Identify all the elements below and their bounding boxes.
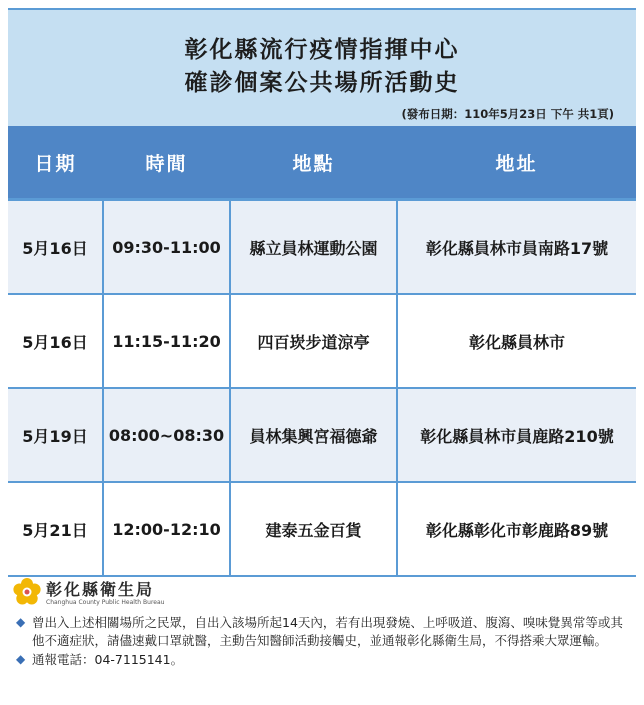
cell-time: 12:00-12:10 [103,482,230,576]
table-row [8,482,636,576]
column-header-address: 地址 [397,126,636,200]
publish-date: (發布日期：110年5月23日 下午 共1頁) [401,107,614,121]
column-header-time: 時間 [103,126,230,200]
table-row [8,200,636,295]
logo-english-name: Changhua County Public Health Bureau [46,599,165,606]
cell-address: 彰化縣員林市 [397,294,636,388]
table-row [8,388,636,482]
note-item [16,651,628,669]
diamond-icon: ◆ [16,615,26,629]
header-banner [8,8,636,126]
cell-address: 彰化縣彰化市彰鹿路89號 [397,482,636,576]
cell-time: 11:15-11:20 [103,294,230,388]
cell-date: 5月16日 [8,294,103,388]
cell-location: 建泰五金百貨 [230,482,397,576]
logo-name: 彰化縣衛生局 [46,580,155,599]
cell-address: 彰化縣員林市員南路17號 [397,200,636,295]
cell-date: 5月16日 [8,200,103,295]
title-line1: 彰化縣流行疫情指揮中心 [184,37,460,63]
note-item [16,614,628,649]
note-text: 曾出入上述相關場所之民眾，自出入該場所起14天內，若有出現發燒、上呼吸道、腹瀉、嗅味覺異常等或其他不適症狀，請儘速戴口罩就醫，主動告知醫師活動接觸史，並通報彰化縣衛生局，不得搭乘大眾運輸。 [32,615,623,648]
health-bureau-logo [12,576,212,610]
activity-table [8,126,636,577]
cell-address: 彰化縣員林市員鹿路210號 [397,388,636,482]
table-row [8,294,636,388]
notes-section [16,614,628,669]
cell-date: 5月21日 [8,482,103,576]
table-header-row [8,126,636,200]
cell-date: 5月19日 [8,388,103,482]
plum-blossom-logo-icon [12,577,42,607]
note-text-phone: 通報電話：04-7115141。 [32,652,184,667]
title-line2: 確診個案公共場所活動史 [184,70,460,96]
cell-location: 四百崁步道涼亭 [230,294,397,388]
column-header-location: 地點 [230,126,397,200]
cell-location: 縣立員林運動公園 [230,200,397,295]
column-header-date: 日期 [8,126,103,200]
diamond-icon: ◆ [16,652,26,666]
cell-time: 08:00~08:30 [103,388,230,482]
cell-location: 員林集興宮福德爺 [230,388,397,482]
cell-time: 09:30-11:00 [103,200,230,295]
